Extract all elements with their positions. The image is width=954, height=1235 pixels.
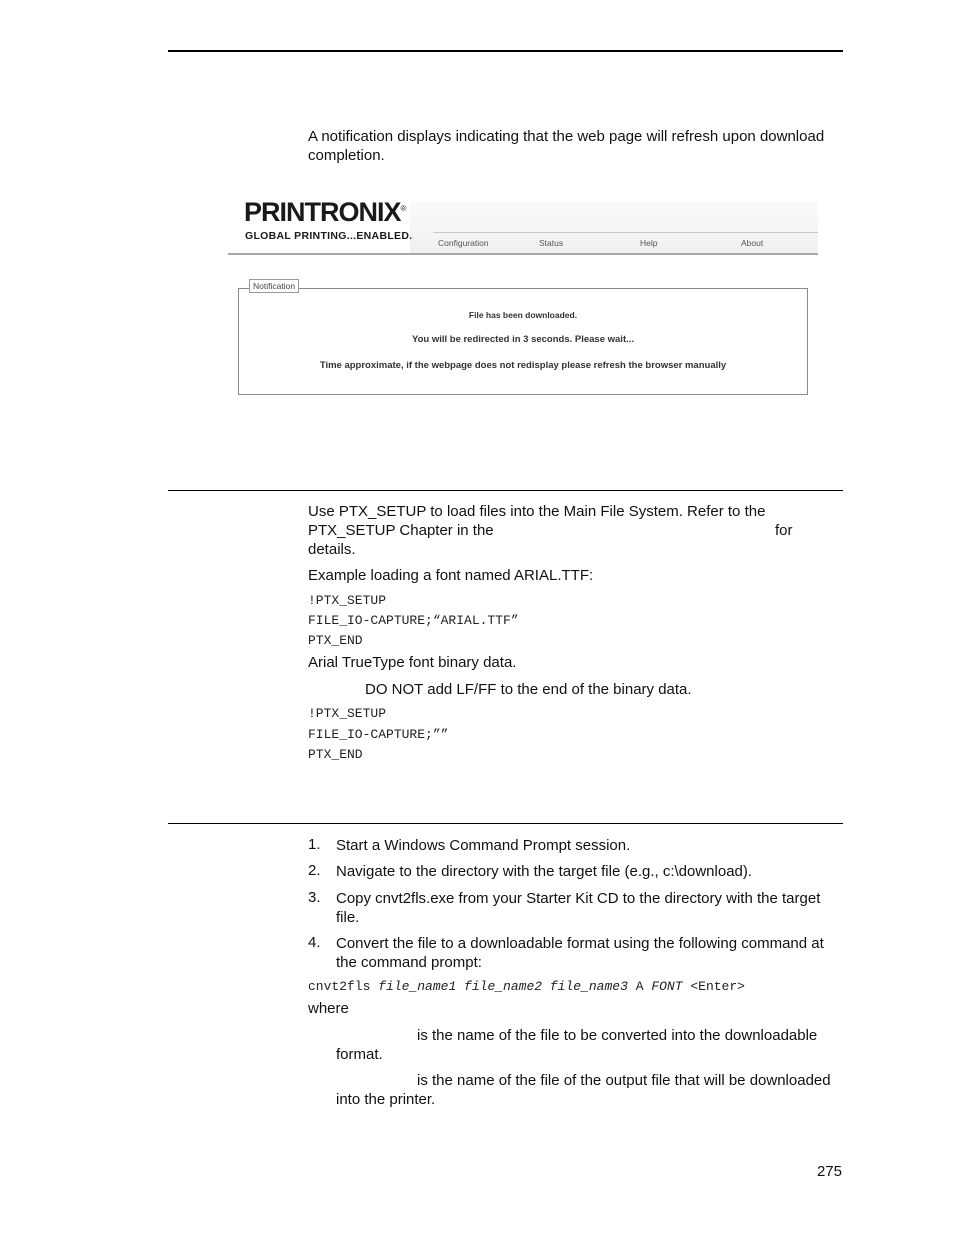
definition-text: is the name of the file of the output file that will be downloaded [417,1072,831,1089]
step-line: Convert the file to a downloadable format using the following command at [336,935,824,952]
paragraph-line [308,521,843,540]
page-number: 275 [816,1163,842,1180]
code-line: FILE_IO-CAPTURE;”” [308,727,449,742]
notification-legend: Notification [249,279,299,293]
printronix-logo: PRINTRONIX® [244,197,407,227]
note-text: DO NOT add LF/FF to the end of the binary data. [365,681,692,698]
redirect-message: You will be redirected in 3 seconds. Please wait... [411,334,635,345]
code-line: !PTX_SETUP [308,593,387,608]
ptx-setup-paragraph [308,502,843,559]
definition-text: into the printer. [336,1091,436,1108]
time-message: Time approximate, if the webpage does not redisplay please refresh the browser manually [319,360,727,371]
nav-about[interactable]: About [741,238,764,248]
command-enter: <Enter> [690,979,745,994]
notification-screenshot [220,197,820,403]
nav-status[interactable]: Status [539,238,564,248]
code-line: !PTX_SETUP [308,706,387,721]
definition-text: format. [336,1046,383,1063]
code-line: PTX_END [308,747,363,762]
downloaded-message: File has been downloaded. [468,310,578,320]
code-line: PTX_END [308,633,363,648]
header-divider [228,253,818,255]
definition-text: is the name of the file to be converted into the downloadable [417,1027,818,1044]
paragraph-text: for [775,522,793,539]
paragraph-line: details. [308,541,356,558]
step-line: Copy cnvt2fls.exe from your Starter Kit CD to the directory with the target [336,890,821,907]
step-number: 4. [308,934,321,951]
paragraph-line: Use PTX_SETUP to load files into the Main File System. Refer to the [308,503,766,520]
section-rule [168,490,843,491]
command-program: cnvt2fls [308,979,371,994]
command-args: file_name1 file_name2 file_name3 [378,979,628,994]
nav-help[interactable]: Help [640,238,658,248]
step-text: Navigate to the directory with the target file (e.g., c:\download). [336,863,753,880]
nav-configuration[interactable]: Configuration [438,238,489,248]
binary-data-text: Arial TrueType font binary data. [308,654,517,671]
step-text [336,934,843,972]
step-text: Start a Windows Command Prompt session. [336,837,631,854]
where-label: where [308,1000,349,1017]
nav-divider [433,232,818,233]
step-line: file. [336,909,360,926]
step-number: 1. [308,836,321,853]
step-number: 2. [308,862,321,879]
step-number: 3. [308,889,321,906]
example-label: Example loading a font named ARIAL.TTF: [308,567,594,584]
intro-paragraph: A notification displays indicating that the web page will refresh upon download completion. [308,128,825,164]
section-rule [168,823,843,824]
paragraph-text: PTX_SETUP Chapter in the [308,522,494,539]
logo-tagline: GLOBAL PRINTING...ENABLED. [245,230,413,242]
header-rule [168,50,843,52]
step-text [336,889,843,927]
command-flag: A [635,979,644,994]
code-line: FILE_IO-CAPTURE;“ARIAL.TTF” [308,613,519,628]
step-line: the command prompt: [336,954,482,971]
command-line [308,979,745,994]
command-font: FONT [651,979,683,994]
